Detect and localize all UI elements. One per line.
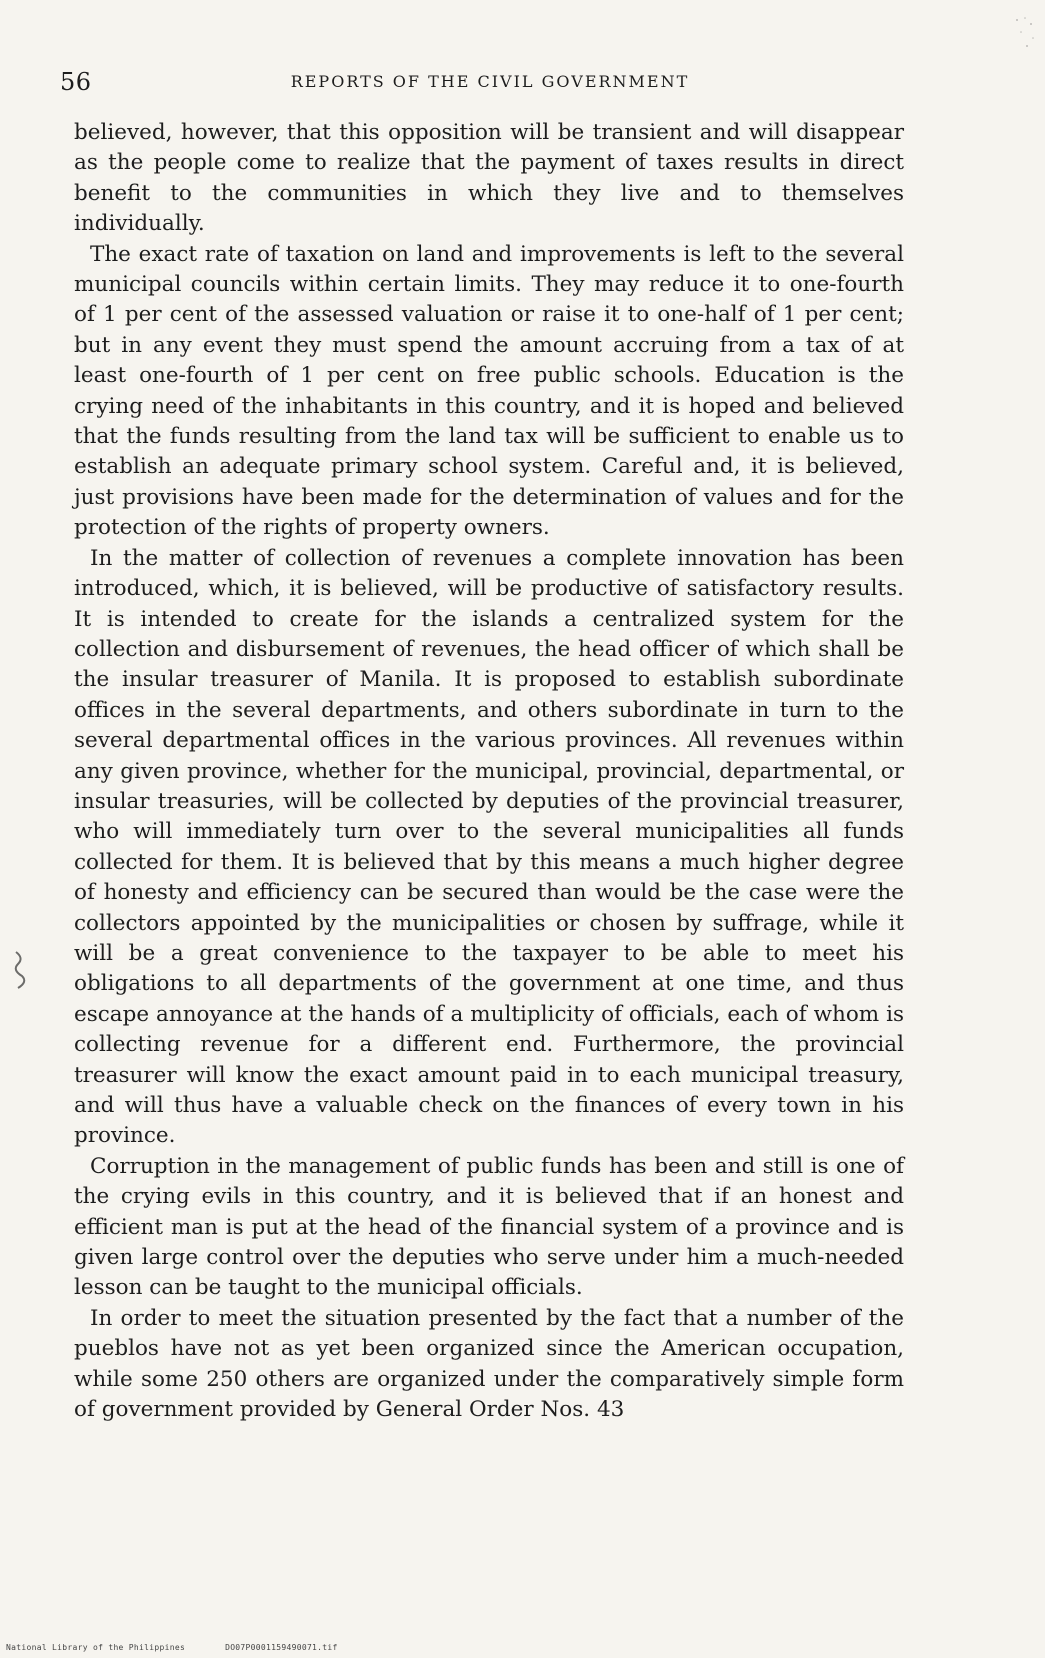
page-number: 56: [60, 68, 92, 96]
page-edge-mark: [1011, 14, 1037, 54]
paragraph-5: In order to meet the situation presented by the fact that a number of the pueblos have not as yet been organized since the American occupation, while some 250 others are organized under the comparatively simple form of government provided by General Order Nos. 43: [74, 1305, 904, 1423]
library-credit: National Library of the Philippines: [6, 1643, 186, 1652]
page-header: [60, 68, 920, 98]
paragraph-1: believed, however, that this opposition will be transient and will disappear as the people come to realize that the payment of taxes results in direct benefit to the communities in which they live and to themselves individually.: [74, 120, 904, 237]
paragraph-4: Corruption in the management of public funds has been and still is one of the crying evils in this country, and it is believed that if an honest and efficient man is put at the head of the financial system of a province and is given large control over the deputies who serve under him a much-needed lesson can be taught to the municipal officials.: [74, 1153, 904, 1301]
paragraph-2: The exact rate of taxation on land and improvements is left to the several municipal councils within certain limits. They may reduce it to one-fourth of 1 per cent of the assessed valuation or raise it to one-half of 1 per cent; but in any event they must spend the amount accruing from a tax of at least one-fourth of 1 per cent on free public schools. Education is the crying need of the inhabitants in this country, and it is hoped and believed that the funds resulting from the land tax will be sufficient to enable us to establish an adequate primary school system. Careful and, it is believed, just provisions have been made for the determination of values and for the protection of the rights of property owners.: [74, 241, 904, 541]
page-footer: [6, 1643, 338, 1652]
file-id: DO07P0001159490071.tif: [225, 1643, 338, 1652]
paragraph-3: In the matter of collection of revenues a complete innovation has been introduced, which, it is believed, will be productive of satisfactory results. It is intended to create for the islands a centralized system for the collection and disbursement of revenues, the head officer of which shall be the insular treasurer of Manila. It is proposed to establish subordinate offices in the several departments, and others subordinate in turn to the several departmental offices in the various provinces. All revenues within any given province, whether for the municipal, provincial, departmental, or insular treasuries, will be collected by deputies of the provincial treasurer, who will immediately turn over to the several municipalities all funds collected for them. It is believed that by this means a much higher degree of honesty and efficiency can be secured than would be the case were the collectors appointed by the municipalities or chosen by suffrage, while it will be a great convenience to the taxpayer to be able to meet his obligations to all departments of the government at one time, and thus escape annoyance at the hands of a multiplicity of officials, each of whom is collecting revenue for a different end. Furthermore, the provincial treasurer will know the exact amount paid in to each municipal treasury, and will thus have a valuable check on the finances of every town in his province.: [74, 545, 904, 1149]
margin-mark: [10, 948, 30, 992]
body-text: [74, 118, 904, 1425]
running-head: REPORTS OF THE CIVIL GOVERNMENT: [290, 72, 690, 91]
